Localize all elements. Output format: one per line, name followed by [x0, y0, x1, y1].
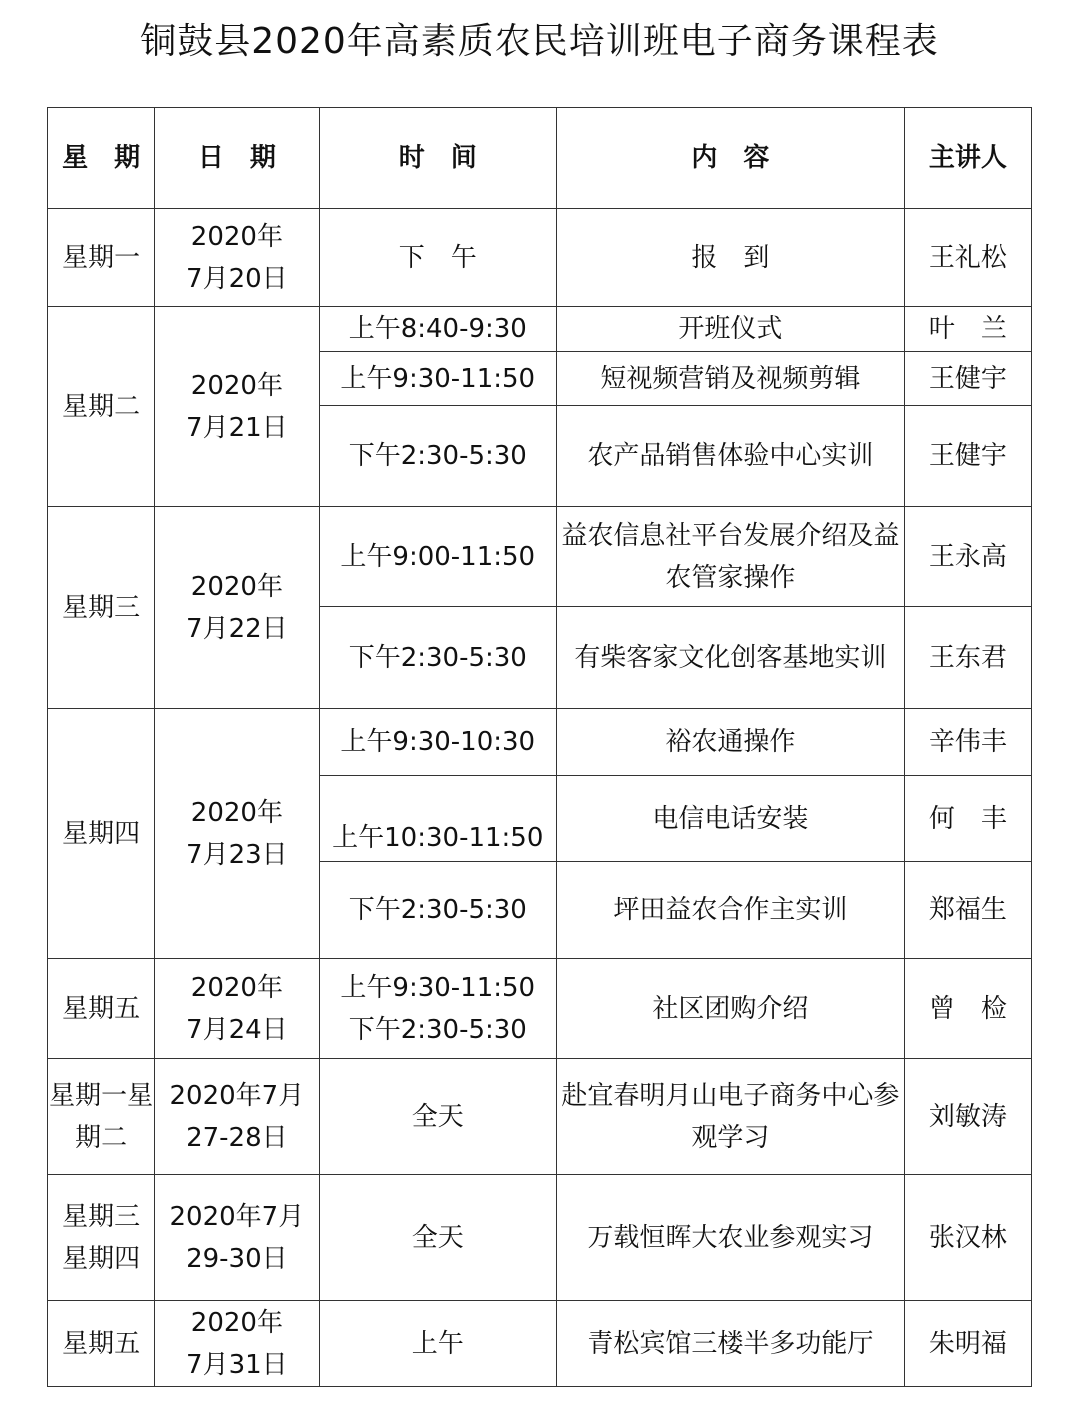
content-cell: 万载恒晖大农业参观实习: [557, 1175, 905, 1301]
date-cell: 2020年 7月24日: [155, 959, 319, 1059]
header-weekday: 星 期: [48, 108, 155, 209]
date-cell: 2020年 7月23日: [155, 709, 319, 959]
table-row: [48, 507, 1032, 607]
content-cell: 青松宾馆三楼半多功能厅: [557, 1301, 905, 1387]
time-cell: 下午2:30-5:30: [319, 862, 556, 959]
speaker-cell: 王永高: [904, 507, 1031, 607]
header-date: 日 期: [155, 108, 319, 209]
header-content: 内 容: [557, 108, 905, 209]
time-cell: 全天: [319, 1175, 556, 1301]
time-cell: 全天: [319, 1059, 556, 1175]
table-row: [48, 1059, 1032, 1175]
time-cell: 上午8:40-9:30: [319, 307, 556, 352]
time-cell: 下午2:30-5:30: [319, 607, 556, 709]
date-cell: 2020年 7月22日: [155, 507, 319, 709]
content-cell: 农产品销售体验中心实训: [557, 406, 905, 507]
time-cell: 下午2:30-5:30: [319, 406, 556, 507]
speaker-cell: 辛伟丰: [904, 709, 1031, 776]
date-cell: 2020年7月 27-28日: [155, 1059, 319, 1175]
time-cell: 上午9:30-11:50: [319, 352, 556, 406]
header-time: 时 间: [319, 108, 556, 209]
weekday-cell: 星期五: [48, 959, 155, 1059]
speaker-cell: 王健宇: [904, 352, 1031, 406]
content-cell: 益农信息社平台发展介绍及益 农管家操作: [557, 507, 905, 607]
speaker-cell: 曾 检: [904, 959, 1031, 1059]
weekday-cell: 星期一星 期二: [48, 1059, 155, 1175]
time-cell: 上午9:30-10:30: [319, 709, 556, 776]
time-cell: 上午9:00-11:50: [319, 507, 556, 607]
table-row: [48, 1175, 1032, 1301]
schedule-table: [47, 107, 1032, 1387]
time-cell: 上午: [319, 1301, 556, 1387]
time-cell: 上午10:30-11:50: [319, 776, 556, 862]
speaker-cell: 郑福生: [904, 862, 1031, 959]
time-cell: 下 午: [319, 209, 556, 307]
weekday-cell: 星期三 星期四: [48, 1175, 155, 1301]
content-cell: 报 到: [557, 209, 905, 307]
table-row: [48, 959, 1032, 1059]
table-row: [48, 709, 1032, 776]
date-cell: 2020年 7月31日: [155, 1301, 319, 1387]
date-cell: 2020年7月 29-30日: [155, 1175, 319, 1301]
weekday-cell: 星期一: [48, 209, 155, 307]
content-cell: 赴宜春明月山电子商务中心参 观学习: [557, 1059, 905, 1175]
content-cell: 有柴客家文化创客基地实训: [557, 607, 905, 709]
speaker-cell: 王礼松: [904, 209, 1031, 307]
table-row: [48, 209, 1032, 307]
speaker-cell: 王东君: [904, 607, 1031, 709]
weekday-cell: 星期五: [48, 1301, 155, 1387]
speaker-cell: 张汉林: [904, 1175, 1031, 1301]
time-cell: 上午9:30-11:50 下午2:30-5:30: [319, 959, 556, 1059]
page-title: 铜鼓县2020年高素质农民培训班电子商务课程表: [140, 21, 939, 62]
content-cell: 裕农通操作: [557, 709, 905, 776]
content-cell: 社区团购介绍: [557, 959, 905, 1059]
content-cell: 短视频营销及视频剪辑: [557, 352, 905, 406]
content-cell: 电信电话安装: [557, 776, 905, 862]
speaker-cell: 王健宇: [904, 406, 1031, 507]
weekday-cell: 星期二: [48, 307, 155, 507]
speaker-cell: 叶 兰: [904, 307, 1031, 352]
speaker-cell: 何 丰: [904, 776, 1031, 862]
table-row: [48, 307, 1032, 352]
weekday-cell: 星期三: [48, 507, 155, 709]
speaker-cell: 朱明福: [904, 1301, 1031, 1387]
header-speaker: 主讲人: [904, 108, 1031, 209]
weekday-cell: 星期四: [48, 709, 155, 959]
date-cell: 2020年 7月20日: [155, 209, 319, 307]
content-cell: 坪田益农合作主实训: [557, 862, 905, 959]
speaker-cell: 刘敏涛: [904, 1059, 1031, 1175]
table-row: [48, 1301, 1032, 1387]
content-cell: 开班仪式: [557, 307, 905, 352]
header-row: [48, 108, 1032, 209]
date-cell: 2020年 7月21日: [155, 307, 319, 507]
